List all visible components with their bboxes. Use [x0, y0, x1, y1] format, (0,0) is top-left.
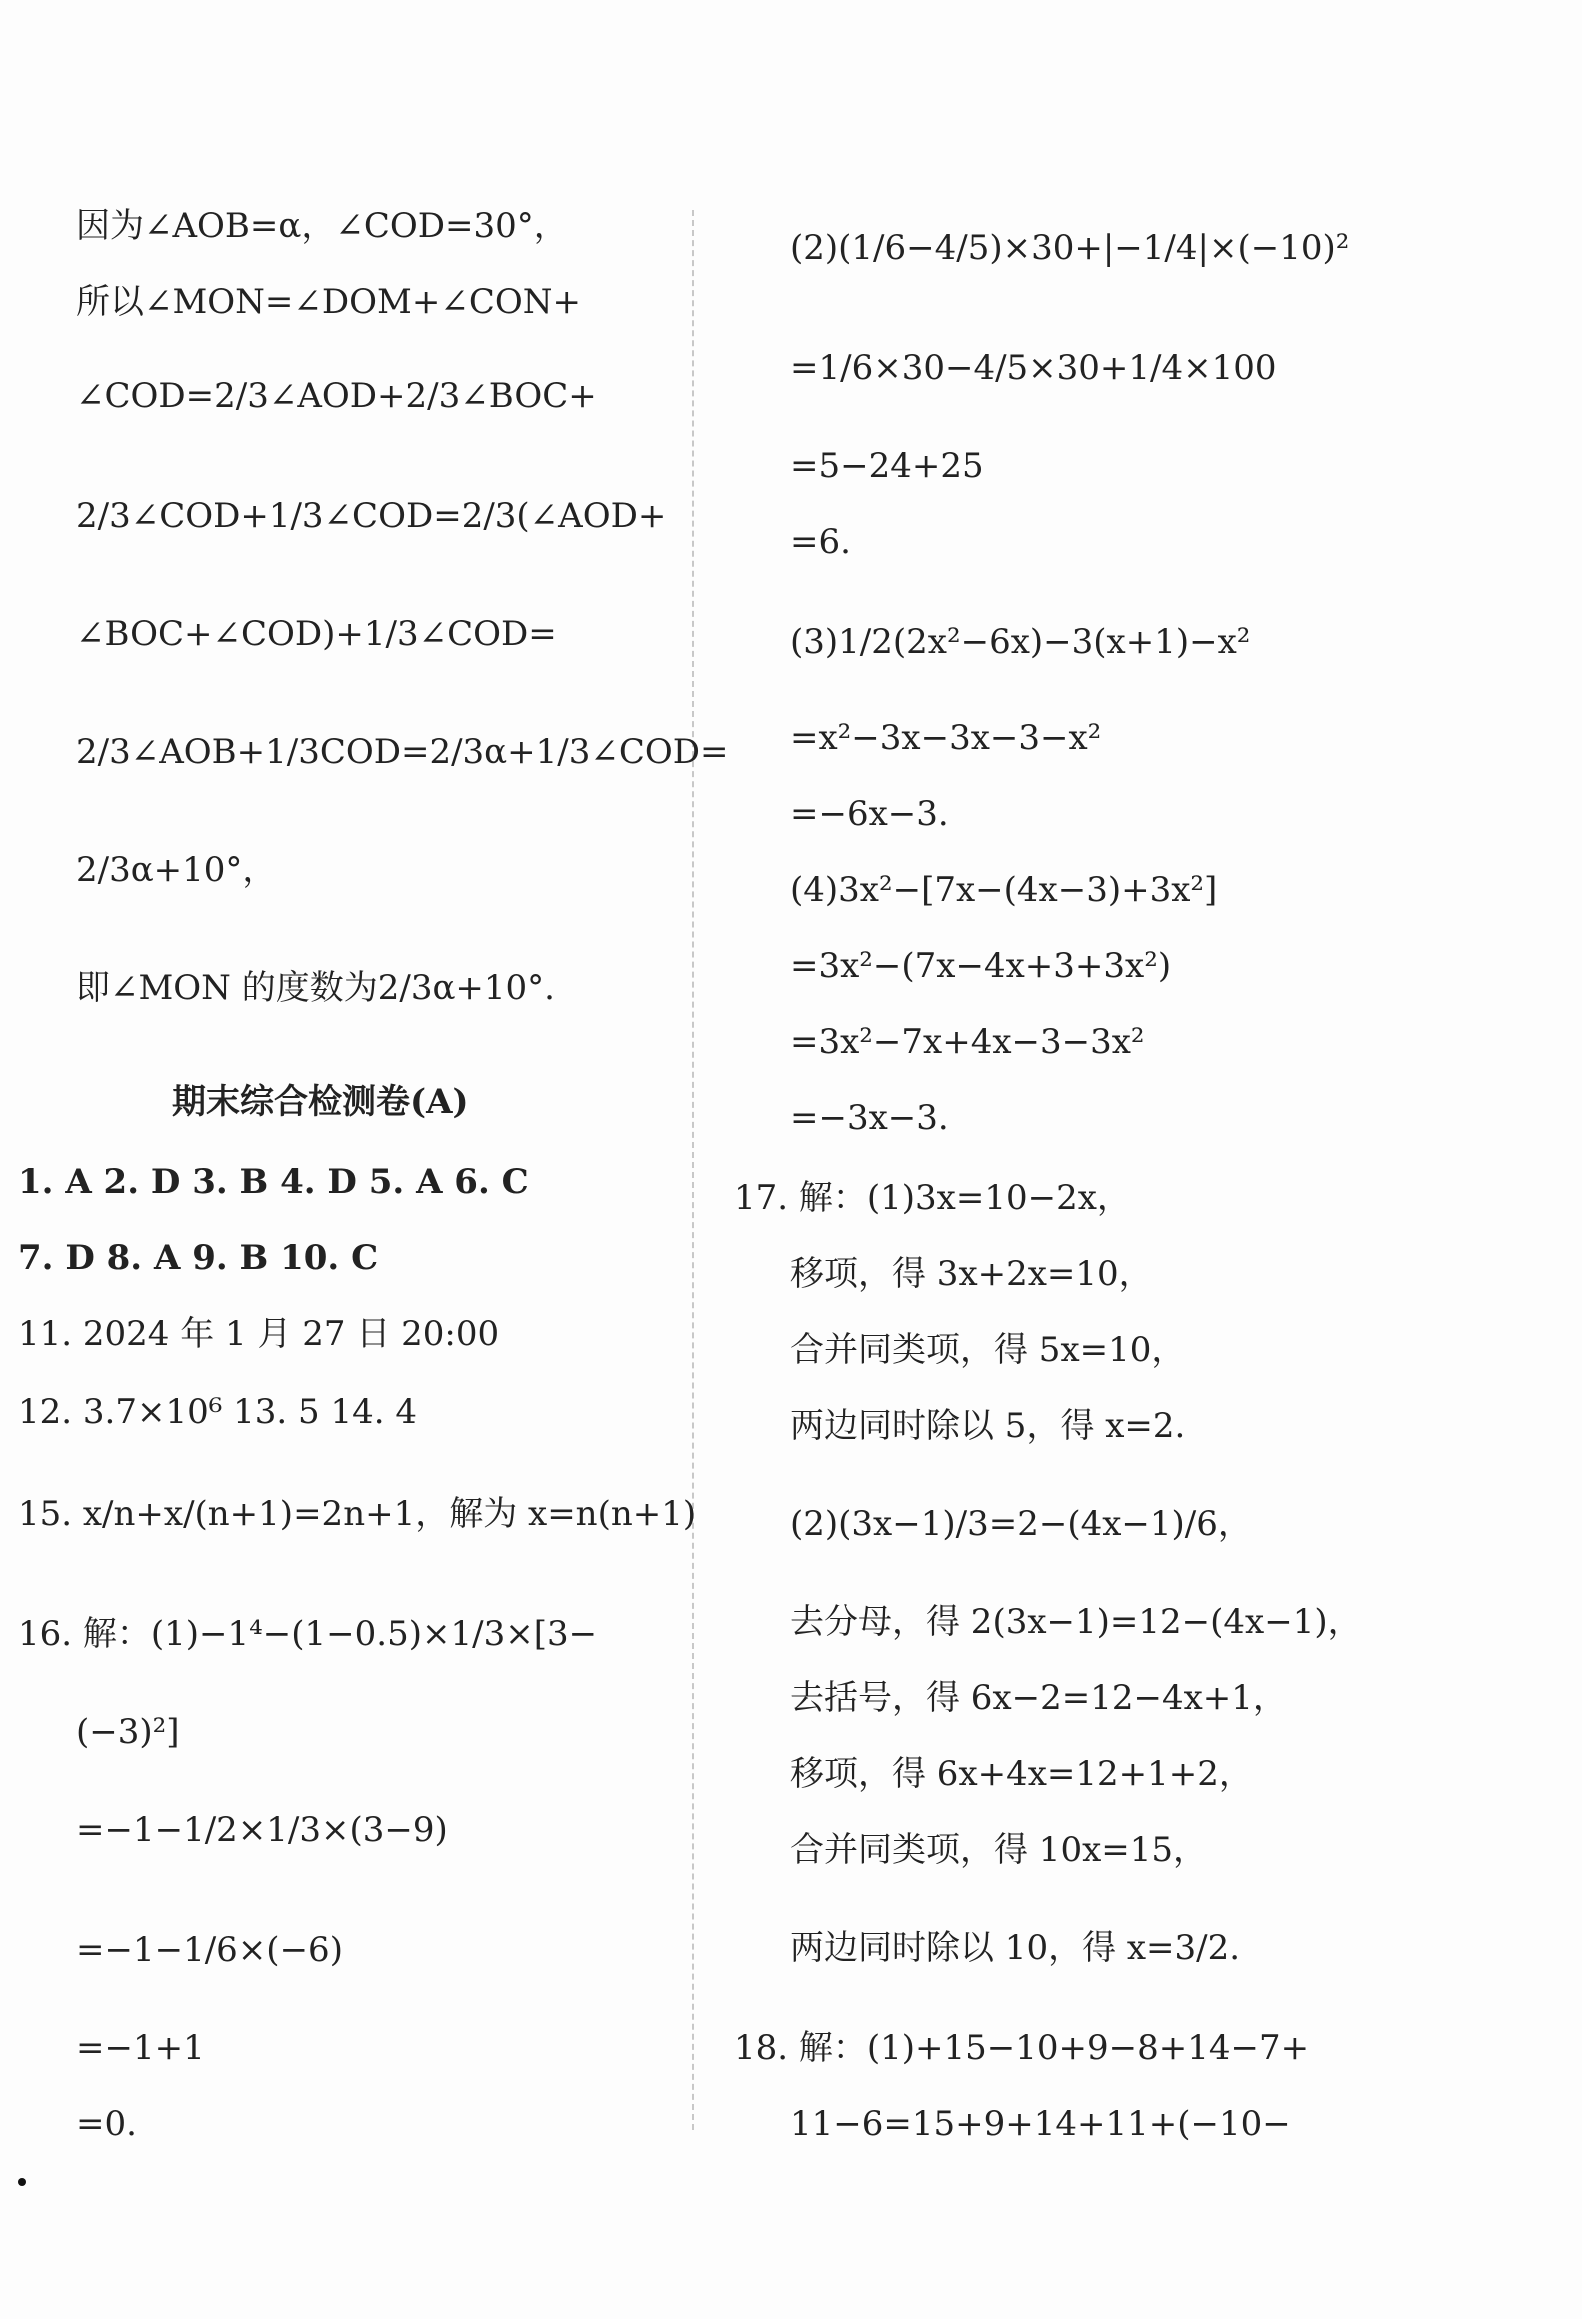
text-line: ∠COD=2/3∠AOD+2/3∠BOC+: [76, 376, 597, 416]
solution-line: =x²−3x−3x−3−x²: [790, 718, 1102, 758]
solution-line: =1/6×30−4/5×30+1/4×100: [790, 348, 1277, 388]
answer-line: 12. 3.7×10⁶ 13. 5 14. 4: [18, 1392, 417, 1432]
text-line: ∠BOC+∠COD)+1/3∠COD=: [76, 614, 557, 654]
solution-line: (2)(1/6−4/5)×30+|−1/4|×(−10)²: [790, 228, 1350, 268]
solution-line: =3x²−7x+4x−3−3x²: [790, 1022, 1145, 1062]
section-title: 期末综合检测卷(A): [172, 1082, 469, 1122]
text-line: 所以∠MON=∠DOM+∠CON+: [76, 282, 581, 322]
solution-line: (4)3x²−[7x−(4x−3)+3x²]: [790, 870, 1218, 910]
answer-line: 15. x/n+x/(n+1)=2n+1，解为 x=n(n+1): [18, 1494, 697, 1534]
text-line: 2/3∠AOB+1/3COD=2/3α+1/3∠COD=: [76, 732, 729, 772]
text-line: 2/3∠COD+1/3∠COD=2/3(∠AOD+: [76, 496, 667, 536]
solution-line: 移项，得 6x+4x=12+1+2，: [790, 1754, 1253, 1794]
solution-line: =5−24+25: [790, 446, 984, 486]
solution-line: 两边同时除以 10，得 x=3/2.: [790, 1928, 1241, 1968]
solution-line: 合并同类项，得 10x=15，: [790, 1830, 1207, 1870]
solution-line: 合并同类项，得 5x=10，: [790, 1330, 1186, 1370]
text-line: 因为∠AOB=α，∠COD=30°，: [76, 206, 568, 246]
solution-line: 移项，得 3x+2x=10，: [790, 1254, 1153, 1294]
answer-line: 1. A 2. D 3. B 4. D 5. A 6. C: [18, 1162, 529, 1202]
solution-line: =0.: [76, 2104, 137, 2144]
answer-line: 7. D 8. A 9. B 10. C: [18, 1238, 379, 1278]
solution-line: 18. 解：(1)+15−10+9−8+14−7+: [734, 2028, 1310, 2068]
solution-line: =−1+1: [76, 2028, 205, 2068]
solution-line: (2)(3x−1)/3=2−(4x−1)/6，: [790, 1504, 1252, 1544]
solution-line: 16. 解：(1)−1⁴−(1−0.5)×1/3×[3−: [18, 1614, 598, 1654]
solution-line: =3x²−(7x−4x+3+3x²): [790, 946, 1172, 986]
bullet-dot: [18, 2178, 26, 2186]
solution-line: 去括号，得 6x−2=12−4x+1，: [790, 1678, 1287, 1718]
solution-line: =−3x−3.: [790, 1098, 949, 1138]
solution-line: =−6x−3.: [790, 794, 949, 834]
solution-line: 11−6=15+9+14+11+(−10−: [790, 2104, 1291, 2144]
solution-line: (3)1/2(2x²−6x)−3(x+1)−x²: [790, 622, 1251, 662]
solution-line: =−1−1/6×(−6): [76, 1930, 343, 1970]
text-line: 即∠MON 的度数为2/3α+10°.: [76, 968, 555, 1008]
solution-line: (−3)²]: [76, 1712, 180, 1752]
column-divider: [692, 210, 694, 2130]
solution-line: =−1−1/2×1/3×(3−9): [76, 1810, 448, 1850]
answer-line: 11. 2024 年 1 月 27 日 20:00: [18, 1314, 500, 1354]
solution-line: 两边同时除以 5，得 x=2.: [790, 1406, 1186, 1446]
text-line: 2/3α+10°，: [76, 850, 277, 890]
solution-line: 17. 解：(1)3x=10−2x，: [734, 1178, 1131, 1218]
solution-line: 去分母，得 2(3x−1)=12−(4x−1)，: [790, 1602, 1362, 1642]
solution-line: =6.: [790, 522, 851, 562]
